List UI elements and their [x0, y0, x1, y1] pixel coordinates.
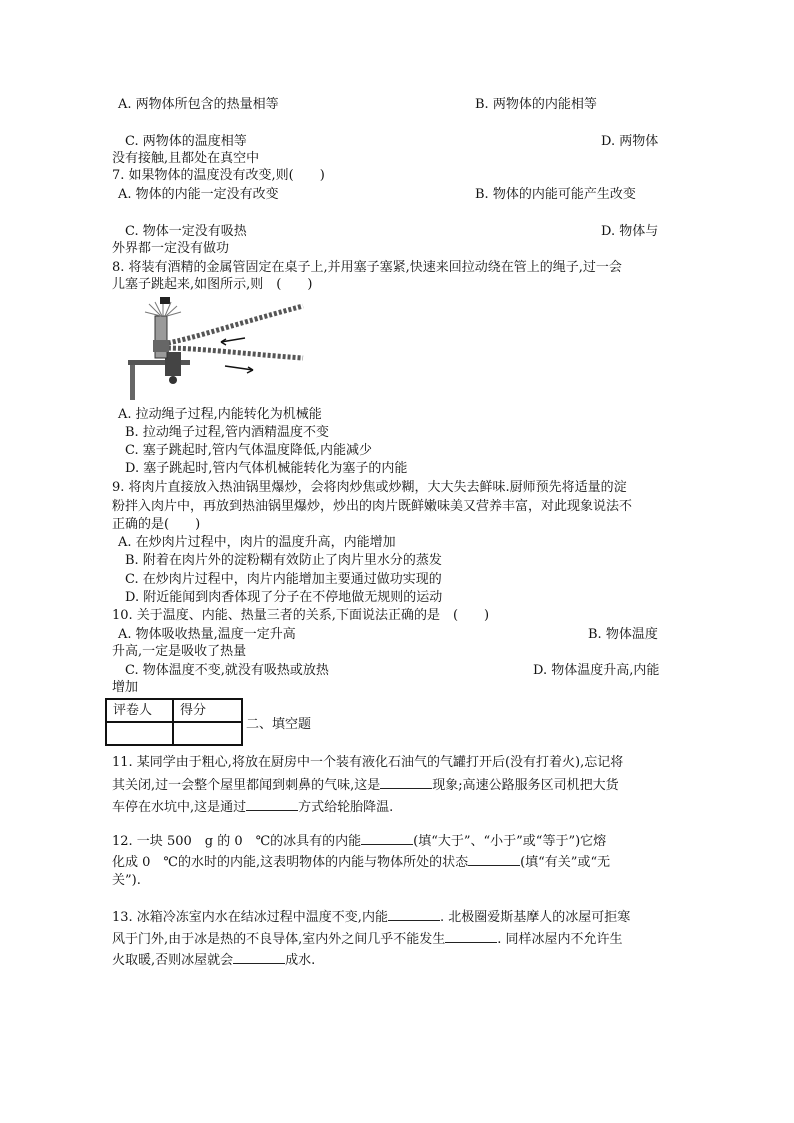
q10-option-d: D. 物体温度升高,内能 — [533, 663, 660, 678]
q6-option-a: A. 两物体所包含的热量相等 — [118, 97, 279, 112]
q11-line-2: 其关闭,过一会整个屋里都闻到刺鼻的气味,这是 现象;高速公路服务区司机把大货 — [112, 775, 619, 794]
q7-option-a: A. 物体的内能一定没有改变 — [118, 187, 279, 202]
q13-line-3: 火取暖,否则冰屋就会 成水. — [112, 950, 315, 969]
q7-option-c: C. 物体一定没有吸热 — [125, 224, 247, 239]
table-leg — [130, 365, 135, 400]
q10-option-c: C. 物体温度不变,就没有吸热或放热 — [125, 663, 329, 678]
rope-coil — [153, 340, 169, 352]
score-cell[interactable] — [173, 722, 242, 745]
q9-option-d: D. 附近能闻到肉香体现了分子在不停地做无规则的运动 — [125, 590, 443, 605]
q11-line-3: 车停在水坑中,这是通过 方式给轮胎降温. — [112, 797, 393, 816]
rope-friction-tube-figure — [125, 294, 305, 400]
q12-blank-1[interactable] — [361, 831, 413, 845]
q11-blank-1[interactable] — [380, 775, 432, 789]
q10-option-b: B. 物体温度 — [588, 627, 658, 642]
q8-option-c: C. 塞子跳起时,管内气体温度降低,内能减少 — [125, 443, 373, 458]
score-header: 得分 — [173, 699, 242, 722]
vapor-spray — [145, 302, 181, 316]
q7-stem: 7. 如果物体的温度没有改变,则( ) — [112, 168, 325, 183]
q9-stem-line-3: 正确的是( ) — [112, 517, 201, 532]
q10-stem: 10. 关于温度、内能、热量三者的关系,下面说法正确的是 ( ) — [112, 608, 490, 623]
q6-option-c: C. 两物体的温度相等 — [125, 134, 247, 149]
q6-option-b: B. 两物体的内能相等 — [475, 97, 597, 112]
score-table — [105, 698, 243, 746]
reviewer-cell[interactable] — [106, 722, 173, 745]
q12-line-1: 12. 一块 500 g 的 0 ℃的冰具有的内能 (填“大于”、“小于”或“等于”)它熔 — [112, 831, 606, 850]
q7-option-d: D. 物体与 — [601, 224, 659, 239]
q9-option-b: B. 附着在肉片外的淀粉糊有效防止了肉片里水分的蒸发 — [125, 553, 442, 568]
section-heading-fill-in: 二、填空题 — [246, 717, 312, 732]
q12-line-3: 关”). — [112, 873, 141, 888]
q12-blank-2[interactable] — [468, 852, 520, 866]
q9-option-c: C. 在炒肉片过程中，肉片内能增加主要通过做功实现的 — [125, 572, 442, 587]
rope-lower — [163, 348, 303, 358]
q7-option-d-continued: 外界都一定没有做功 — [112, 241, 230, 256]
q9-stem-line-1: 9. 将肉片直接放入热油锅里爆炒，会将肉炒焦或炒糊，大大失去鲜味.厨师预先将适量的淀 — [112, 480, 627, 495]
q8-stem-line-2: 儿塞子跳起来,如图所示,则 ( ) — [112, 277, 313, 292]
q10-option-b-continued: 升高,一定是吸收了热量 — [112, 644, 247, 659]
q10-option-a: A. 物体吸收热量,温度一定升高 — [118, 627, 296, 642]
q8-option-b: B. 拉动绳子过程,管内酒精温度不变 — [125, 425, 329, 440]
q8-option-d: D. 塞子跳起时,管内气体机械能转化为塞子的内能 — [125, 461, 408, 476]
q9-stem-line-2: 粉拌入肉片中，再放到热油锅里爆炒，炒出的肉片既鲜嫩味美又营养丰富，对此现象说法不 — [112, 499, 633, 514]
q8-option-a: A. 拉动绳子过程,内能转化为机械能 — [118, 407, 322, 422]
q13-line-2: 风于门外,由于冰是热的不良导体,室内外之间几乎不能发生 . 同样冰屋内不允许生 — [112, 929, 623, 948]
q11-line-1: 11. 某同学由于粗心,将放在厨房中一个装有液化石油气的气罐打开后(没有打着火),忘记将 — [112, 755, 624, 770]
q10-option-d-continued: 增加 — [112, 680, 139, 695]
q8-stem-line-1: 8. 将装有酒精的金属管固定在桌子上,并用塞子塞紧,快速来回拉动绕在管上的绳子,过一会 — [112, 260, 622, 275]
stopper — [160, 297, 170, 304]
q6-option-d: D. 两物体 — [601, 134, 659, 149]
q11-blank-2[interactable] — [246, 797, 298, 811]
clamp-screw — [169, 376, 177, 384]
q13-blank-3[interactable] — [233, 950, 285, 964]
reviewer-header: 评卷人 — [106, 699, 173, 722]
q13-line-1: 13. 冰箱冷冻室内水在结冰过程中温度不变,内能 . 北极圈爱斯基摩人的冰屋可拒寒 — [112, 907, 630, 926]
q12-line-2: 化成 0 ℃的水时的内能,这表明物体的内能与物体所处的状态 (填“有关”或“无 — [112, 852, 610, 871]
q7-option-b: B. 物体的内能可能产生改变 — [475, 187, 636, 202]
q6-option-d-continued: 没有接触,且都处在真空中 — [112, 151, 260, 166]
rope-upper — [163, 306, 303, 344]
q13-blank-2[interactable] — [445, 929, 497, 943]
q13-blank-1[interactable] — [388, 907, 440, 921]
q9-option-a: A. 在炒肉片过程中，肉片的温度升高，内能增加 — [118, 535, 396, 550]
